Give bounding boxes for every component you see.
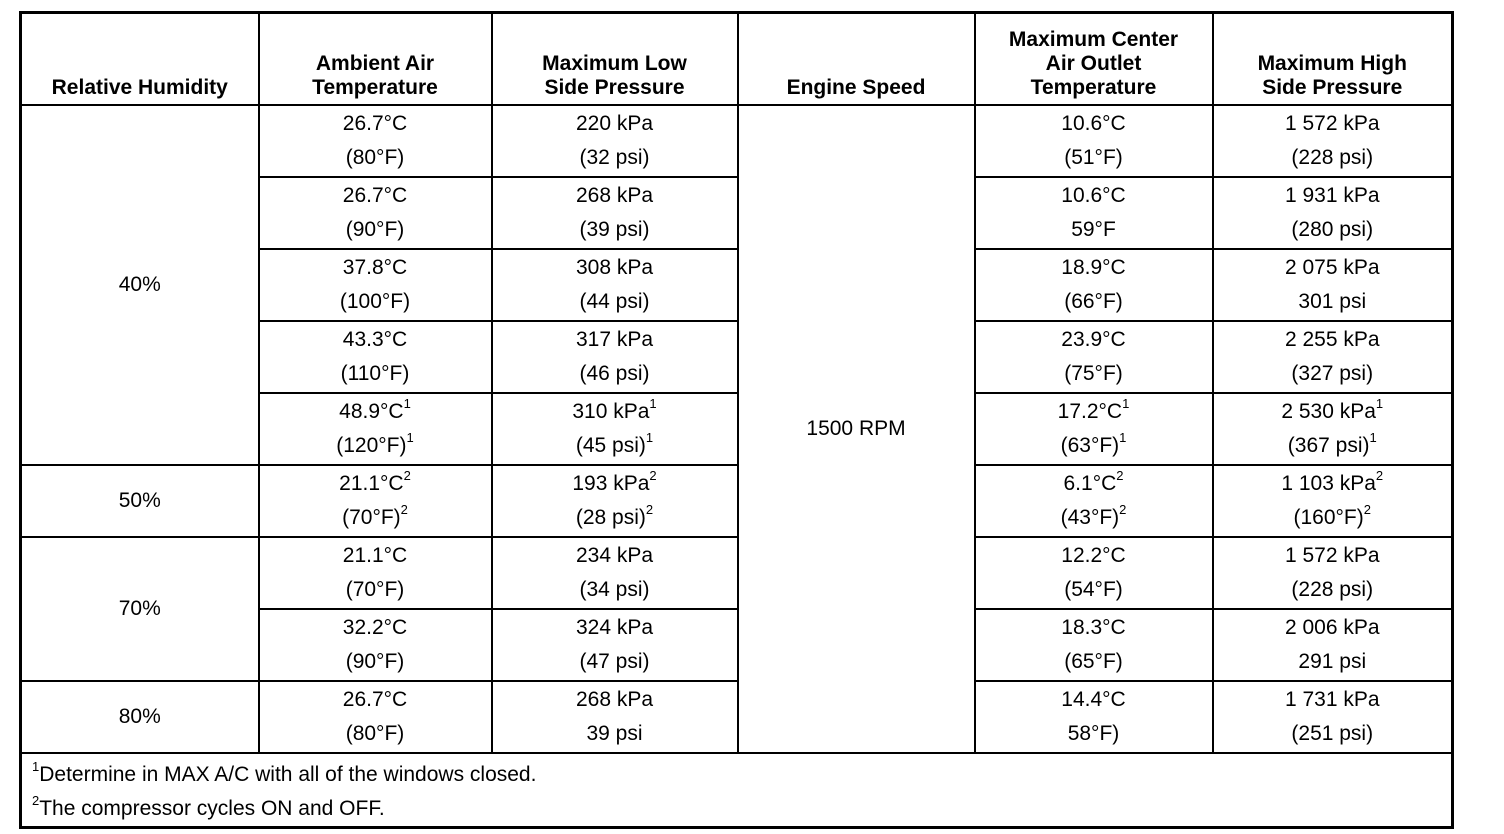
- ambient-cell: 26.7°C (80°F): [259, 681, 492, 753]
- humidity-cell-40: 40%: [21, 105, 259, 465]
- footnote-marker: 1: [406, 430, 414, 445]
- outlet-temp-cell: 23.9°C (75°F): [975, 321, 1213, 393]
- footnote-marker: 1: [645, 430, 654, 445]
- outlet-temp-cell: 10.6°C (51°F): [975, 105, 1213, 177]
- footnote-marker: 1: [1119, 430, 1127, 445]
- high-pressure-cell: 1 572 kPa (228 psi): [1213, 537, 1453, 609]
- ambient-cell: 37.8°C (100°F): [259, 249, 492, 321]
- footnote-marker: 1: [649, 396, 657, 411]
- humidity-cell-50: 50%: [21, 465, 259, 537]
- outlet-temp-cell: $6.1^\circ C^2$ $(43^\circ F)^2$: [975, 465, 1213, 537]
- ambient-cell: 26.7°C (90°F): [259, 177, 492, 249]
- ambient-cell: 43.3°C (110°F): [259, 321, 492, 393]
- ambient-cell: $48.9^\circ C^1$ $(120^\circ F)^1$: [259, 393, 492, 465]
- footnote-marker: 2: [1363, 502, 1371, 517]
- table-row: [21, 537, 1453, 609]
- outlet-temp-cell: 14.4°C 58°F): [975, 681, 1213, 753]
- high-pressure-cell: 2 006 kPa 291 psi: [1213, 609, 1453, 681]
- header-maximum-high-side-pressure: Maximum High Side Pressure: [1213, 13, 1453, 106]
- footnote-marker: 2: [403, 468, 411, 483]
- footnote-marker: 2: [1375, 468, 1384, 483]
- footnote-marker: 2: [400, 502, 408, 517]
- outlet-temp-cell: 18.9°C (66°F): [975, 249, 1213, 321]
- high-pressure-cell: 2 530 kPa$^1$ (367 psi)$^1$: [1213, 393, 1453, 465]
- footnote-mark: 1: [32, 759, 40, 774]
- low-pressure-cell: 308 kPa (44 psi): [492, 249, 738, 321]
- outlet-temp-cell: 10.6°C 59°F: [975, 177, 1213, 249]
- low-pressure-cell: 324 kPa (47 psi): [492, 609, 738, 681]
- footnote-marker: 2: [645, 502, 654, 517]
- outlet-temp-cell: 12.2°C (54°F): [975, 537, 1213, 609]
- footnote-marker: 2: [649, 468, 657, 483]
- ac-performance-table: [19, 11, 1454, 829]
- low-pressure-cell: 268 kPa (39 psi): [492, 177, 738, 249]
- footnotes-cell: [21, 753, 1453, 828]
- high-pressure-cell: 1 103 kPa$^2$ $(160^\circ F)^2$: [1213, 465, 1453, 537]
- outlet-temp-cell: 18.3°C (65°F): [975, 609, 1213, 681]
- high-pressure-cell: 1 731 kPa (251 psi): [1213, 681, 1453, 753]
- header-maximum-low-side-pressure: Maximum Low Side Pressure: [492, 13, 738, 106]
- header-ambient-air-temperature: Ambient Air Temperature: [259, 13, 492, 106]
- high-pressure-cell: 2 255 kPa (327 psi): [1213, 321, 1453, 393]
- footnote-2: $^2$The compressor cycles ON and OFF.: [32, 793, 385, 820]
- high-pressure-cell: 2 075 kPa 301 psi: [1213, 249, 1453, 321]
- high-pressure-cell: 1 931 kPa (280 psi): [1213, 177, 1453, 249]
- table-row: [21, 681, 1453, 753]
- engine-speed-cell: 1500 RPM: [738, 105, 975, 753]
- footnote-marker: 1: [403, 396, 411, 411]
- low-pressure-cell: 268 kPa 39 psi: [492, 681, 738, 753]
- footnote-marker: 1: [1122, 396, 1130, 411]
- footnote-mark: 2: [32, 793, 40, 808]
- low-pressure-cell: 220 kPa (32 psi): [492, 105, 738, 177]
- footnotes-row: [21, 753, 1453, 828]
- low-pressure-cell: 193 kPa$^2$ (28 psi)$^2$: [492, 465, 738, 537]
- header-row: [21, 13, 1453, 106]
- footnote-1: $^1$Determine in MAX A/C with all of the windows closed.: [32, 759, 537, 786]
- humidity-cell-70: 70%: [21, 537, 259, 681]
- footnote-marker: 2: [1119, 502, 1127, 517]
- low-pressure-cell: 234 kPa (34 psi): [492, 537, 738, 609]
- high-pressure-cell: 1 572 kPa (228 psi): [1213, 105, 1453, 177]
- header-engine-speed: Engine Speed: [738, 13, 975, 106]
- table-row: [21, 465, 1453, 537]
- ambient-cell: $21.1^\circ C^2$ $(70^\circ F)^2$: [259, 465, 492, 537]
- humidity-cell-80: 80%: [21, 681, 259, 753]
- ambient-cell: 32.2°C (90°F): [259, 609, 492, 681]
- header-relative-humidity: Relative Humidity: [21, 13, 259, 106]
- low-pressure-cell: 317 kPa (46 psi): [492, 321, 738, 393]
- footnote-marker: 1: [1375, 396, 1384, 411]
- footnote-marker: 1: [1369, 430, 1377, 445]
- footnote-marker: 2: [1116, 468, 1124, 483]
- outlet-temp-cell: $17.2^\circ C^1$ $(63^\circ F)^1$: [975, 393, 1213, 465]
- header-maximum-center-air-outlet-temperature: Maximum Center Air Outlet Temperature: [975, 13, 1213, 106]
- low-pressure-cell: 310 kPa$^1$ (45 psi)$^1$: [492, 393, 738, 465]
- ambient-cell: 26.7°C (80°F): [259, 105, 492, 177]
- ambient-cell: 21.1°C (70°F): [259, 537, 492, 609]
- table-row: [21, 105, 1453, 177]
